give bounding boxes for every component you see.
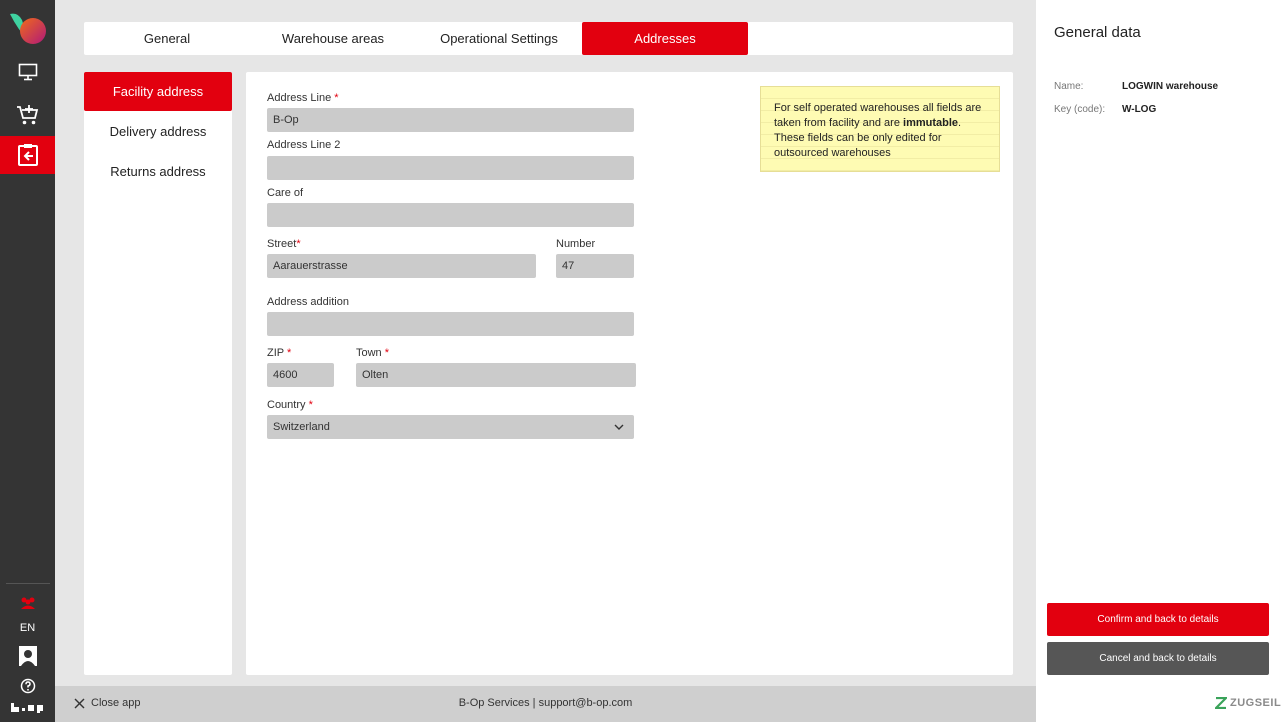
- address-addition-label: Address addition: [267, 296, 349, 308]
- address-form: [246, 72, 1013, 675]
- country-label: Country *: [267, 399, 313, 411]
- general-data-panel: [1036, 0, 1282, 722]
- zugseil-logo-icon: [1215, 697, 1227, 709]
- monitor-icon: [18, 63, 38, 81]
- brand-logo: [1215, 697, 1281, 709]
- number-field[interactable]: 47: [556, 254, 634, 278]
- number-label: Number: [556, 238, 596, 250]
- nav-rail: [0, 0, 55, 722]
- country-select-value: Switzerland: [273, 421, 330, 433]
- main-content: [55, 0, 1036, 686]
- address-subnav: [84, 72, 232, 675]
- subnav-facility-address[interactable]: Facility address: [84, 72, 232, 111]
- bop-logo-icon: [11, 701, 43, 713]
- cart-add-icon: [16, 104, 40, 126]
- subnav-delivery-address[interactable]: Delivery address: [109, 123, 207, 139]
- nav-warehouse-button[interactable]: [0, 136, 55, 174]
- team-icon: [19, 596, 37, 610]
- address-line-field[interactable]: B-Op: [267, 108, 634, 132]
- subnav-returns-address[interactable]: Returns address: [110, 163, 206, 179]
- address-line2-label: Address Line 2: [267, 139, 341, 151]
- note-emphasis: immutable: [903, 117, 959, 129]
- town-field[interactable]: Olten: [356, 363, 636, 387]
- key-label: Key (code):: [1054, 104, 1106, 115]
- confirm-button[interactable]: Confirm and back to details: [1047, 603, 1269, 636]
- tab-operational-settings[interactable]: Operational Settings: [440, 31, 558, 46]
- tab-addresses[interactable]: Addresses: [582, 22, 748, 55]
- name-label: Name:: [1054, 81, 1084, 92]
- nav-cart-button[interactable]: [0, 96, 55, 134]
- footer-bar: [55, 686, 1036, 722]
- help-button[interactable]: [0, 674, 55, 698]
- tab-general[interactable]: General: [143, 31, 191, 46]
- help-icon: [20, 678, 36, 694]
- user-icon: [19, 646, 37, 666]
- user-profile-button[interactable]: [0, 642, 55, 670]
- address-line-label: Address Line *: [267, 92, 339, 104]
- tab-warehouse-areas[interactable]: Warehouse areas: [281, 31, 385, 46]
- care-of-field[interactable]: [267, 203, 634, 227]
- zip-label: ZIP *: [267, 347, 292, 359]
- street-field[interactable]: Aarauerstrasse: [267, 254, 536, 278]
- country-select[interactable]: [267, 415, 634, 439]
- cancel-button[interactable]: Cancel and back to details: [1047, 642, 1269, 675]
- close-app-label: Close app: [91, 697, 141, 709]
- brand-name: ZUGSEIL: [1230, 697, 1282, 709]
- panel-title: General data: [1054, 24, 1141, 41]
- care-of-label: Care of: [267, 187, 304, 199]
- town-label: Town *: [356, 347, 390, 359]
- team-button[interactable]: [0, 588, 55, 618]
- key-value: W-LOG: [1122, 104, 1157, 115]
- address-addition-field[interactable]: [267, 312, 634, 336]
- language-selector[interactable]: EN: [19, 622, 36, 634]
- zip-field[interactable]: 4600: [267, 363, 334, 387]
- info-note: For self operated warehouses all fields are taken from facility and are immutable. These fields can be only edited for outsourced warehouses: [760, 86, 1000, 172]
- clipboard-back-icon: [17, 143, 39, 167]
- name-value: LOGWIN warehouse: [1122, 81, 1219, 92]
- rail-divider: [6, 583, 50, 584]
- address-line2-field[interactable]: [267, 156, 634, 180]
- footer-support-text: B-Op Services | support@b-op.com: [458, 697, 633, 709]
- app-logo-icon: [8, 10, 48, 48]
- tab-bar: [84, 22, 1013, 55]
- chevron-down-icon: [614, 415, 624, 439]
- street-label: Street*: [267, 238, 301, 250]
- nav-monitor-button[interactable]: [0, 53, 55, 91]
